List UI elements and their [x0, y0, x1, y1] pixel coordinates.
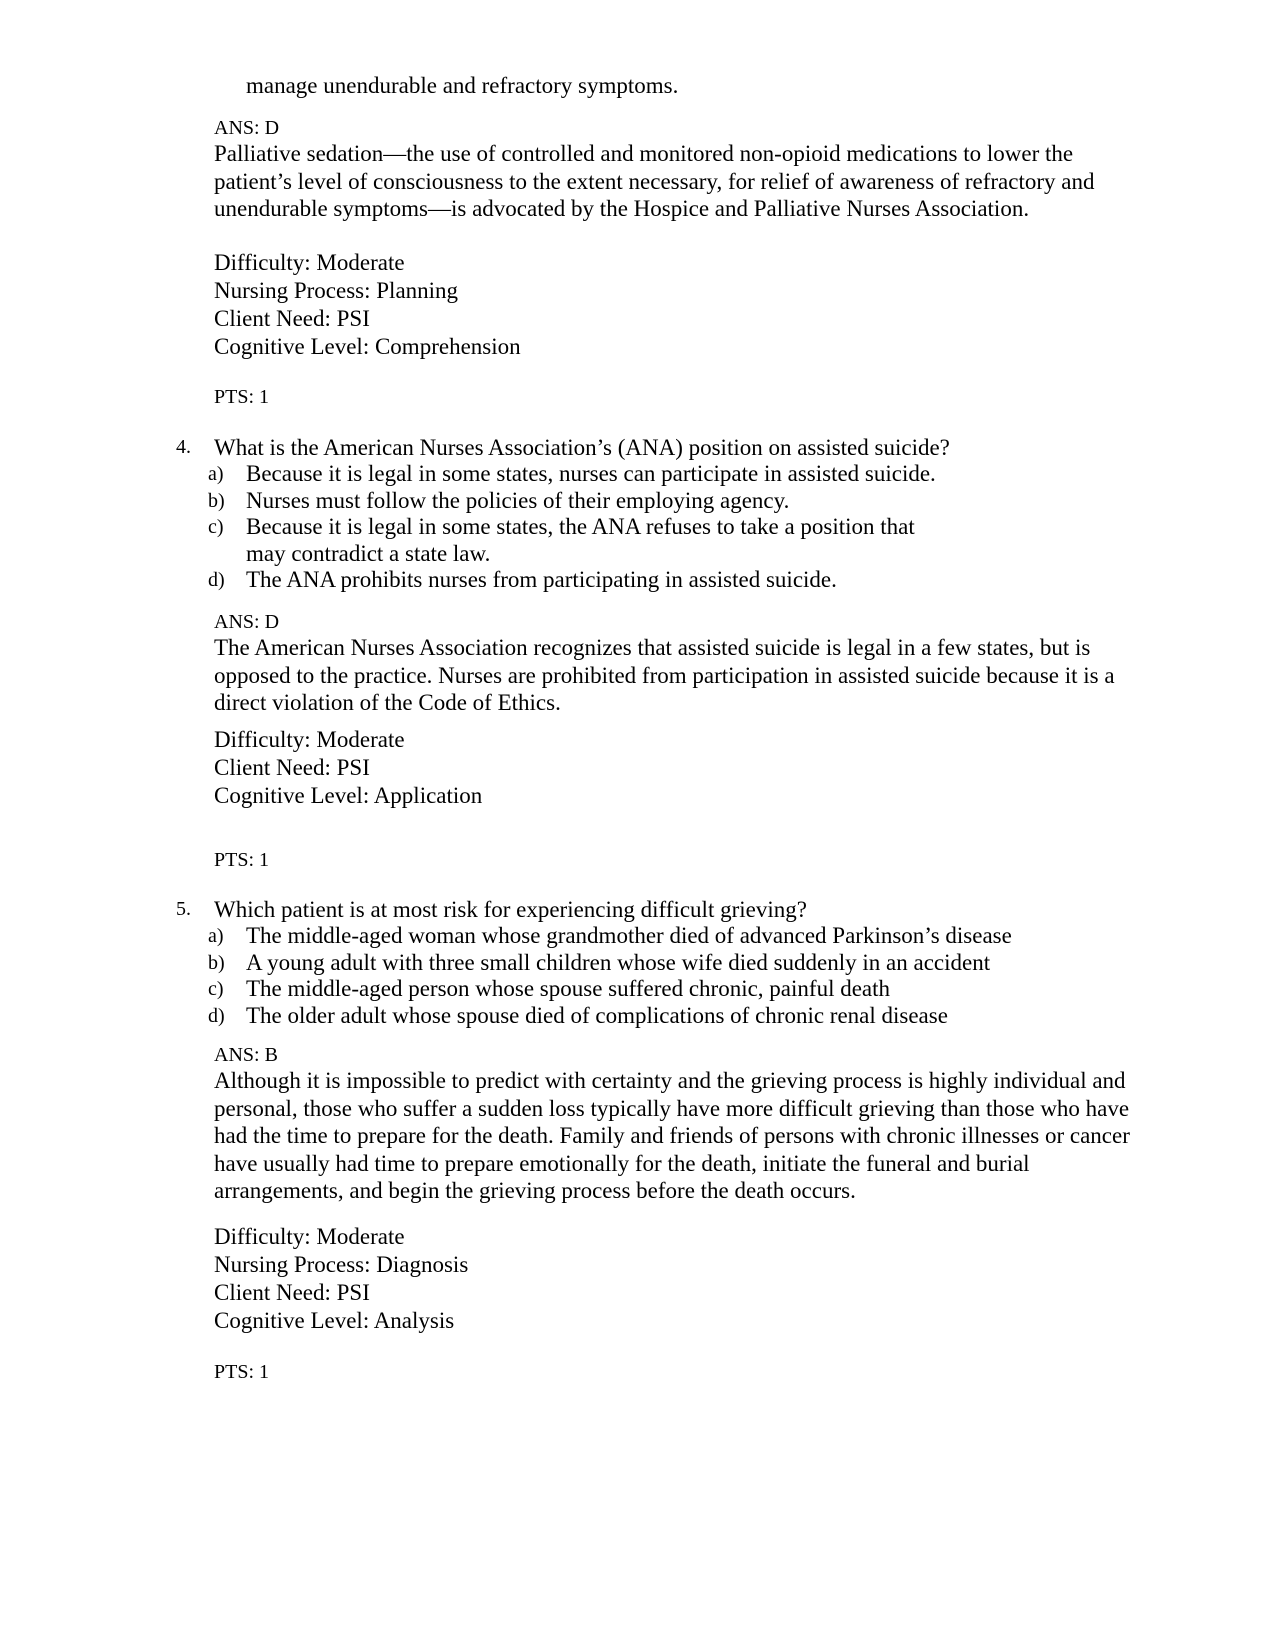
q5-meta [214, 1223, 1154, 1335]
q4-number: 4. [176, 436, 191, 458]
q4-option-c-text: Because it is legal in some states, the ANA refuses to take a position that may contradict a state law. [246, 514, 915, 566]
q5-option-d-text: The older adult whose spouse died of complications of chronic renal disease [246, 1002, 948, 1028]
q4-meta [214, 726, 1154, 810]
q5-option-a-letter: a) [208, 925, 224, 947]
q3-difficulty: Difficulty: Moderate [214, 250, 405, 275]
q4-option-b-letter: b) [208, 489, 225, 512]
q5-rationale: Although it is impossible to predict with certainty and the grieving process is highly individual and personal, those who suffer a sudden loss typically have more difficult grieving than those who have had the time to prepare for the death. Family and friends of persons with chronic illnesses or cancer have usually had time to prepare emotionally for the death, initiate the funeral and burial arrangements, and begin the grieving process before the death occurs. [214, 1068, 1130, 1203]
q4-options [176, 461, 1156, 594]
q3-points: PTS: 1 [214, 386, 270, 408]
q4-stem-text: What is the American Nurses Association’s (ANA) position on assisted suicide? [214, 435, 950, 460]
q5-stem [176, 896, 1156, 923]
q4-option-c [176, 514, 946, 567]
q3-answer-block [214, 116, 1154, 223]
q4-client-need: Client Need: PSI [214, 755, 370, 780]
q5-option-b [176, 950, 1156, 977]
q4-difficulty: Difficulty: Moderate [214, 727, 405, 752]
q4-option-d-letter: d) [208, 569, 225, 591]
q5-option-a-text: The middle-aged woman whose grandmother died of advanced Parkinson’s disease [246, 923, 1012, 948]
continued-option-text: manage unendurable and refractory symptoms. [246, 73, 679, 98]
q5-nursing-process: Nursing Process: Diagnosis [214, 1252, 469, 1277]
q3-meta [214, 249, 1154, 361]
q3-nursing-process: Nursing Process: Planning [214, 278, 459, 303]
q4-option-b [176, 488, 1156, 515]
q4-option-d [176, 567, 1156, 594]
q5-options [176, 923, 1156, 1029]
q5-answer-label: ANS: B [214, 1044, 278, 1066]
q5-option-a [176, 923, 1156, 950]
q4-cognitive-level: Cognitive Level: Application [214, 783, 483, 808]
q4-option-d-text: The ANA prohibits nurses from participating in assisted suicide. [246, 567, 837, 592]
q5-cognitive-level: Cognitive Level: Analysis [214, 1308, 455, 1333]
q4-points: PTS: 1 [214, 849, 270, 871]
q3-cognitive-level: Cognitive Level: Comprehension [214, 334, 521, 359]
q4-stem [176, 434, 1156, 461]
q5-option-c-letter: c) [208, 978, 224, 1000]
q4-option-a-letter: a) [208, 463, 224, 485]
q4-answer-label: ANS: D [214, 611, 280, 633]
q5-points: PTS: 1 [214, 1361, 270, 1383]
q4-option-a-text: Because it is legal in some states, nurses can participate in assisted suicide. [246, 461, 936, 486]
q5-client-need: Client Need: PSI [214, 1280, 370, 1305]
question-5 [176, 896, 1156, 1029]
q5-answer-block [214, 1043, 1154, 1205]
q4-rationale: The American Nurses Association recognizes that assisted suicide is legal in a few states, but is opposed to the practice. Nurses are prohibited from participation in assisted suicide because it is a direct violation of the Code of Ethics. [214, 635, 1115, 715]
q5-option-c [176, 976, 1156, 1003]
q5-option-d [176, 1003, 1156, 1030]
q5-number: 5. [176, 898, 191, 920]
q5-difficulty: Difficulty: Moderate [214, 1224, 405, 1249]
question-4 [176, 434, 1156, 594]
q4-option-c-letter: c) [208, 516, 224, 538]
q4-answer-block [214, 610, 1154, 717]
q5-option-b-letter: b) [208, 951, 225, 974]
q5-stem-text: Which patient is at most risk for experiencing difficult grieving? [214, 897, 807, 922]
q4-option-b-text: Nurses must follow the policies of their employing agency. [246, 487, 790, 513]
q5-option-d-letter: d) [208, 1004, 225, 1027]
q5-option-c-text: The middle-aged person whose spouse suffered chronic, painful death [246, 976, 891, 1001]
q4-option-a [176, 461, 1156, 488]
q3-client-need: Client Need: PSI [214, 306, 370, 331]
q3-answer-label: ANS: D [214, 117, 280, 139]
q3-rationale: Palliative sedation—the use of controlled and monitored non-opioid medications to lower the patient’s level of consciousness to the extent necessary, for relief of awareness of refractory and unendurable symptoms—is advocated by the Hospice and Palliative Nurses Association. [214, 141, 1095, 221]
q5-option-b-text: A young adult with three small children whose wife died suddenly in an accident [246, 949, 991, 975]
